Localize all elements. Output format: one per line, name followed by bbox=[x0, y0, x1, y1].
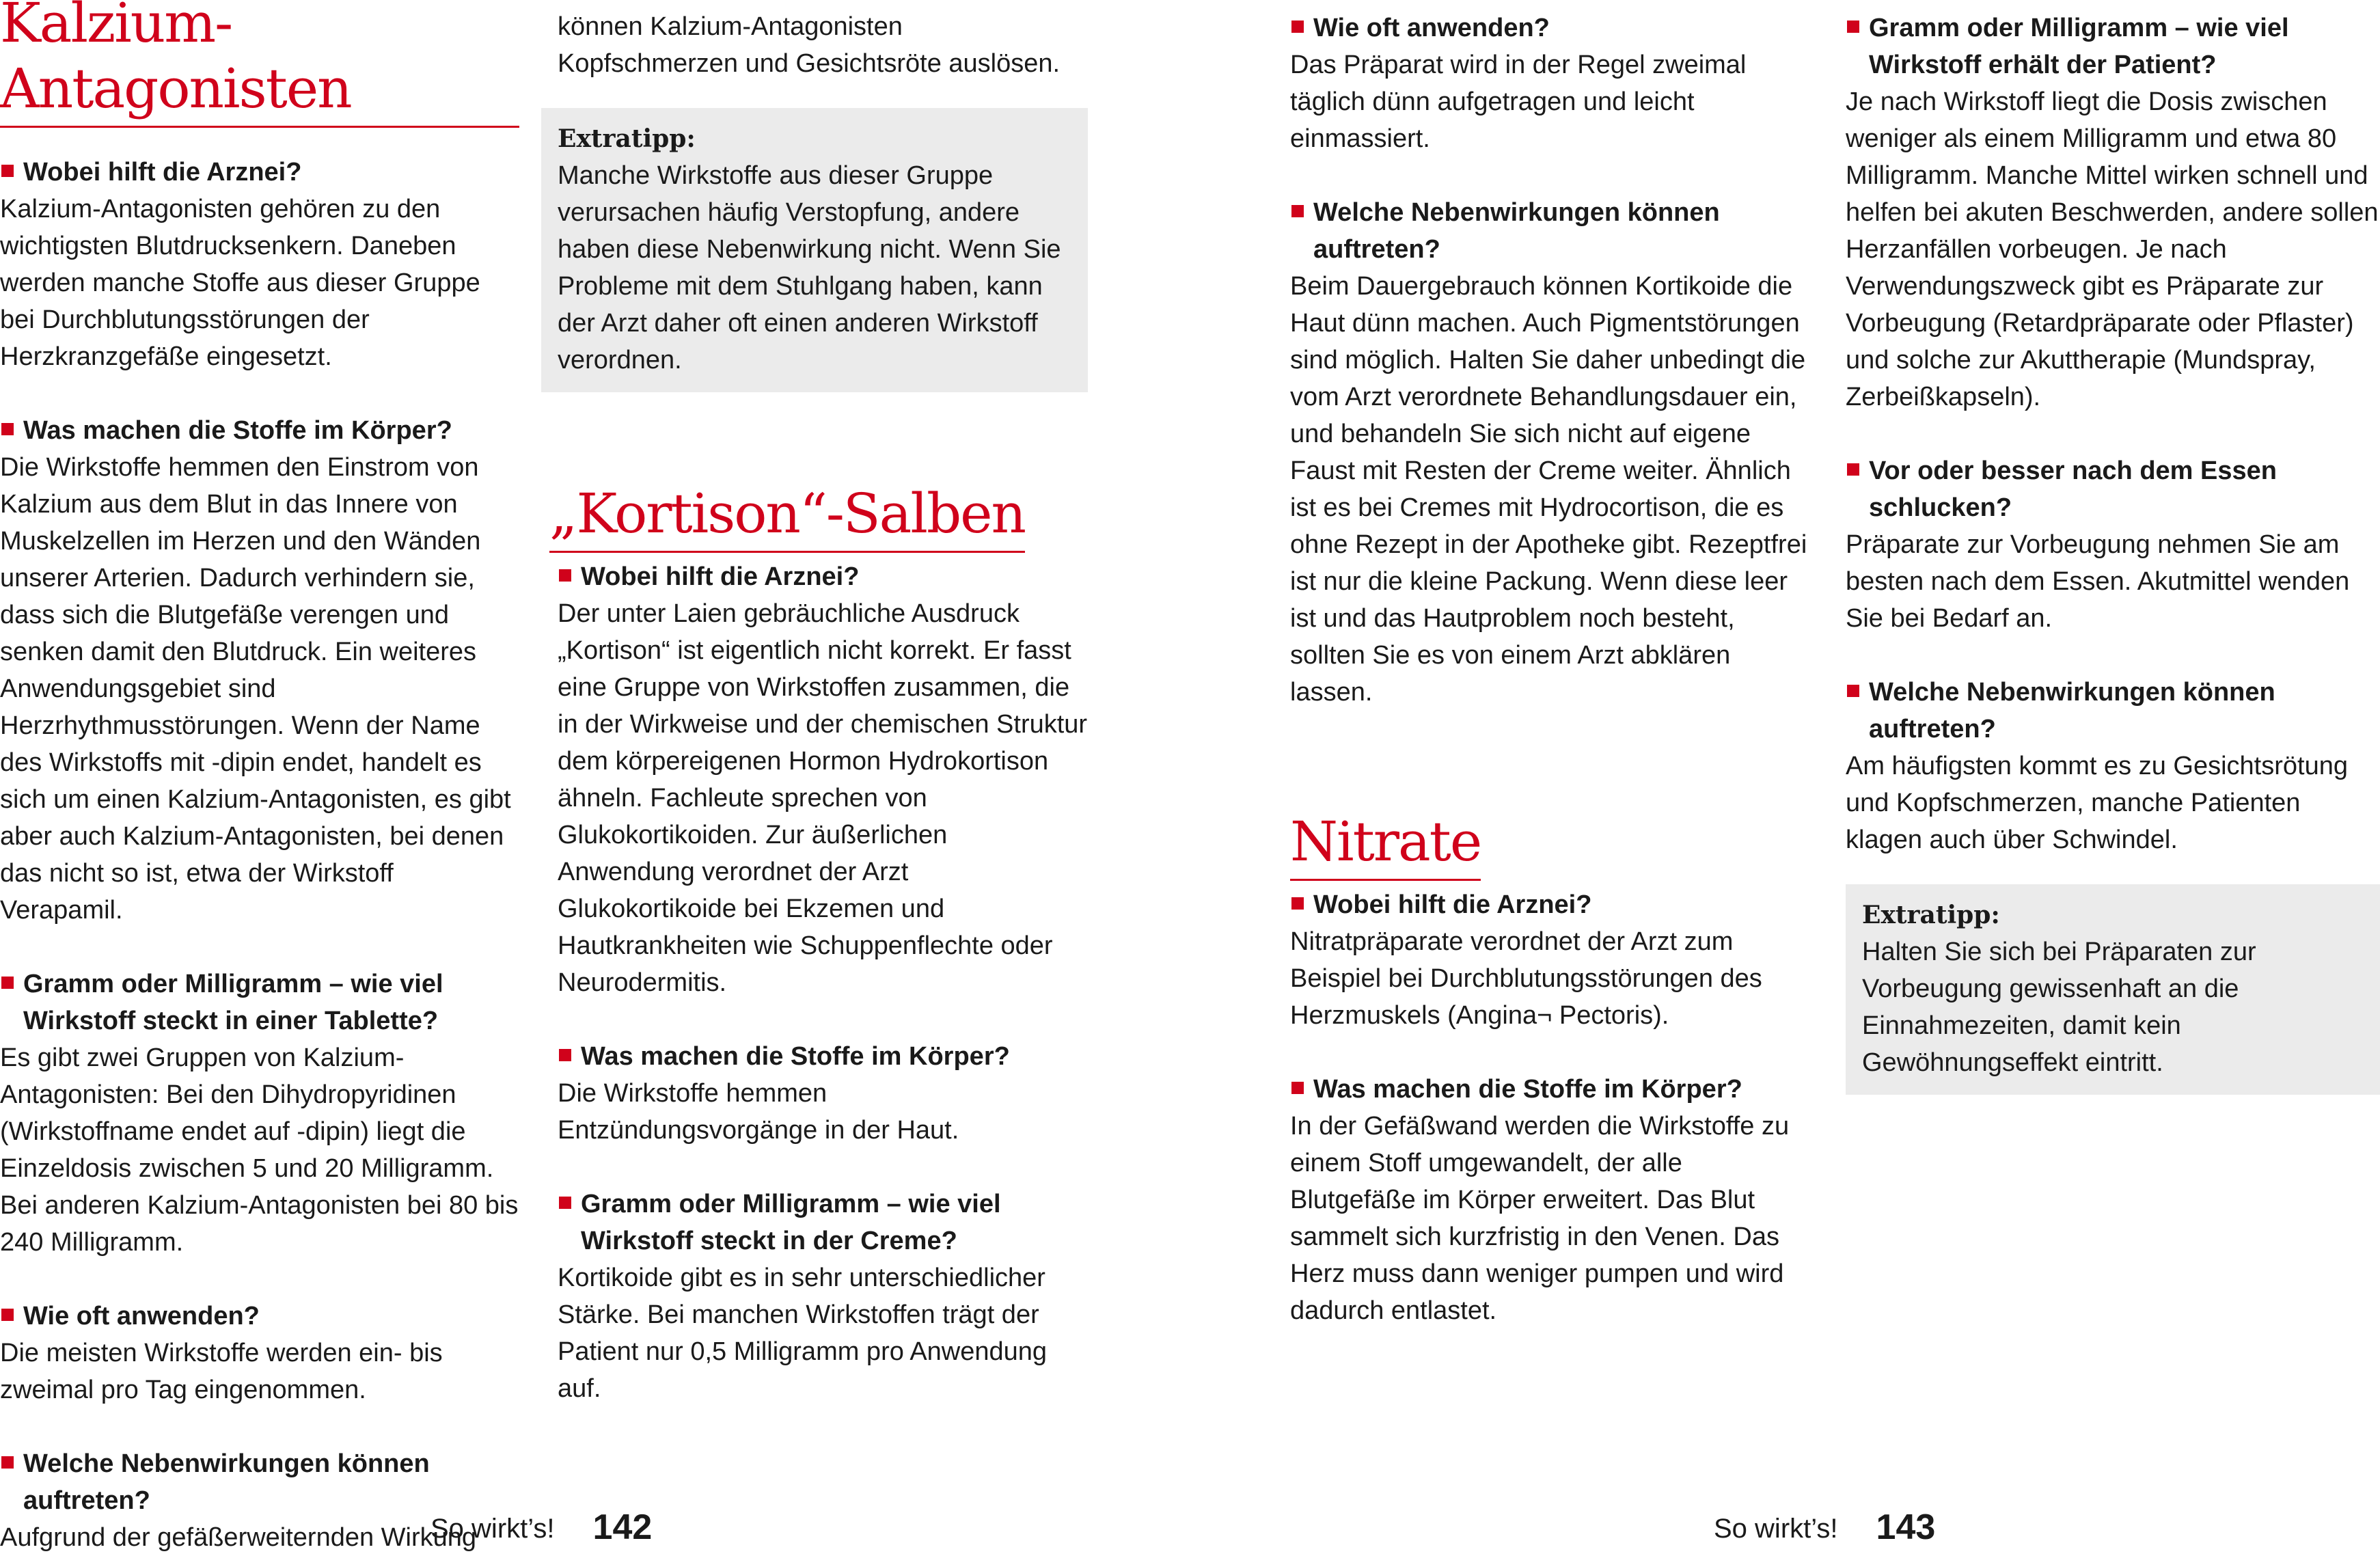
question: Gramm oder Milligramm – wie viel Wirkstoff steckt in der Creme? bbox=[558, 1186, 1088, 1259]
tip-title: Extratipp: bbox=[1862, 901, 2000, 929]
question: Vor oder besser nach dem Essen schlucken? bbox=[1846, 452, 2380, 526]
answer: Die meisten Wirkstoffe werden ein- bis zweimal pro Tag eingenommen. bbox=[0, 1339, 443, 1404]
footer-label: So wirkt’s! bbox=[430, 1514, 555, 1544]
page-number: 142 bbox=[592, 1507, 653, 1547]
section-title-kortison: „Kortison“-Salben bbox=[549, 481, 1025, 553]
footer-left bbox=[430, 1507, 653, 1547]
question: Was machen die Stoffe im Körper? bbox=[1290, 1071, 1809, 1108]
tip-text: Manche Wirkstoffe aus dieser Gruppe verursachen häufig Verstopfung, andere haben diese Nebenwirkung nicht. Wenn Sie Probleme mit dem Stuhlgang haben, kann der Arzt daher oft einen anderen Wirkstoff verordnen. bbox=[558, 161, 1061, 374]
answer: Je nach Wirkstoff liegt die Dosis zwischen weniger als einem Milligramm und etwa 80 Milligramm. Manche Mittel wirken schnell und helfen bei akuten Beschwerden, andere sollen Herzanfällen vorbeugen. Je nach Verwendungszweck gibt es Präparate zur Vorbeugung (Retardpräparate oder Pflaster) und solche zur Akuttherapie (Mundspray, Zerbeißkapseln). bbox=[1846, 87, 2379, 411]
extratipp-box bbox=[541, 108, 1088, 392]
footer-label: So wirkt’s! bbox=[1714, 1514, 1838, 1544]
question: Gramm oder Milligramm – wie viel Wirkstoff erhält der Patient? bbox=[1846, 10, 2380, 83]
footer-right bbox=[1714, 1507, 1936, 1547]
page-number: 143 bbox=[1876, 1507, 1936, 1547]
tip-text: Halten Sie sich bei Präparaten zur Vorbeugung gewissenhaft an die Einnahmezeiten, damit kein Gewöhnungseffekt eintritt. bbox=[1862, 938, 2256, 1077]
question: Welche Nebenwirkungen können auftreten? bbox=[1290, 194, 1809, 268]
column-3 bbox=[1290, 0, 1809, 1329]
question: Wobei hilft die Arznei? bbox=[558, 558, 1088, 595]
answer: Es gibt zwei Gruppen von Kalzium-Antagonisten: Bei den Dihydropyridinen (Wirkstoffname endet auf -dipin) liegt die Einzeldosis zwischen 5 und 20 Milligramm. Bei anderen Kalzium-Antagonisten bei 80 bis 240 Milligramm. bbox=[0, 1043, 519, 1257]
question: Welche Nebenwirkungen können auftreten? bbox=[1846, 674, 2380, 748]
question: Wie oft anwenden? bbox=[1290, 10, 1809, 46]
answer: Die Wirkstoffe hemmen den Einstrom von Kalzium aus dem Blut in das Innere von Muskelzellen im Herzen und den Wänden unserer Arterien. Dadurch verhindern sie, dass sich die Blutgefäße verengen und senken damit den Blutdruck. Ein weiteres Anwendungsgebiet sind Herzrhythmusstörungen. Wenn der Name des Wirkstoffs mit -dipin endet, handelt es sich um einen Kalzium-Antagonisten, es gibt aber auch Kalzium-Antagonisten, bei denen das nicht so ist, etwa der Wirkstoff Verapamil. bbox=[0, 453, 511, 925]
answer: Kalzium-Antagonisten gehören zu den wichtigsten Blutdrucksenkern. Daneben werden manche Stoffe aus dieser Gruppe bei Durchblutungsstörungen der Herzkranzgefäße eingesetzt. bbox=[0, 195, 480, 371]
column-2 bbox=[541, 0, 1088, 1407]
question: Wie oft anwenden? bbox=[0, 1298, 519, 1335]
question: Was machen die Stoffe im Körper? bbox=[558, 1038, 1088, 1075]
answer: Beim Dauergebrauch können Kortikoide die Haut dünn machen. Auch Pigmentstörungen sind möglich. Halten Sie daher unbedingt die vom Arzt verordnete Behandlungsdauer ein, und behandeln Sie sich nicht auf eigene Faust mit Resten der Creme weiter. Ähnlich ist es bei Cremes mit Hydrocortison, die es ohne Rezept in der Apotheke gibt. Rezeptfrei ist nur die kleine Packung. Wenn diese leer ist und das Hautproblem noch besteht, sollten Sie es von einem Arzt abklären lassen. bbox=[1290, 272, 1807, 707]
answer: Die Wirkstoffe hemmen Entzündungsvorgänge in der Haut. bbox=[558, 1079, 959, 1145]
question: Was machen die Stoffe im Körper? bbox=[0, 412, 519, 449]
question: Wobei hilft die Arznei? bbox=[1290, 886, 1809, 923]
answer: Am häufigsten kommt es zu Gesichtsrötung und Kopfschmerzen, manche Patienten klagen auch über Schwindel. bbox=[1846, 752, 2348, 854]
extratipp-box bbox=[1846, 884, 2380, 1095]
answer: Der unter Laien gebräuchliche Ausdruck „Kortison“ ist eigentlich nicht korrekt. Er fasst eine Gruppe von Wirkstoffen zusammen, die in der Wirkweise und der chemischen Struktur dem körpereigenen Hormon Hydrokortison ähneln. Fachleute sprechen von Glukokortikoiden. Zur äußerlichen Anwendung verordnet der Arzt Glukokortikoide bei Ekzemen und Hautkrankheiten wie Schuppenflechte oder Neurodermitis. bbox=[558, 599, 1088, 997]
question: Gramm oder Milligramm – wie viel Wirkstoff steckt in einer Tablette? bbox=[0, 966, 519, 1039]
answer: Kortikoide gibt es in sehr unterschiedlicher Stärke. Bei manchen Wirkstoffen trägt der Patient nur 0,5 Milligramm pro Anwendung auf. bbox=[558, 1264, 1048, 1403]
answer: Das Präparat wird in der Regel zweimal täglich dünn aufgetragen und leicht einmassiert. bbox=[1290, 51, 1747, 153]
answer: Präparate zur Vorbeugung nehmen Sie am besten nach dem Essen. Akutmittel wenden Sie bei Bedarf an. bbox=[1846, 530, 2350, 633]
column-1 bbox=[0, 0, 519, 1556]
continuation-text: können Kalzium-Antagonisten Kopfschmerzen und Gesichtsröte auslösen. bbox=[558, 12, 1061, 78]
section-title-kalzium: Kalzium-Antagonisten bbox=[0, 0, 519, 128]
answer: Nitratpräparate verordnet der Arzt zum Beispiel bei Durchblutungsstörungen des Herzmuskels (Angina¬ Pectoris). bbox=[1290, 927, 1762, 1030]
column-4 bbox=[1846, 0, 2380, 1095]
answer: Aufgrund der gefäßerweiternden Wirkung bbox=[0, 1523, 477, 1552]
section-title-nitrate: Nitrate bbox=[1290, 809, 1481, 881]
answer: In der Gefäßwand werden die Wirkstoffe zu einem Stoff umgewandelt, der alle Blutgefäße im Körper erweitert. Das Blut sammelt sich kurzfristig in den Venen. Das Herz muss dann weniger pumpen und wird dadurch entlastet. bbox=[1290, 1112, 1790, 1325]
question: Welche Nebenwirkungen können auftreten? bbox=[0, 1445, 519, 1519]
question: Wobei hilft die Arznei? bbox=[0, 154, 519, 191]
tip-title: Extratipp: bbox=[558, 124, 696, 153]
